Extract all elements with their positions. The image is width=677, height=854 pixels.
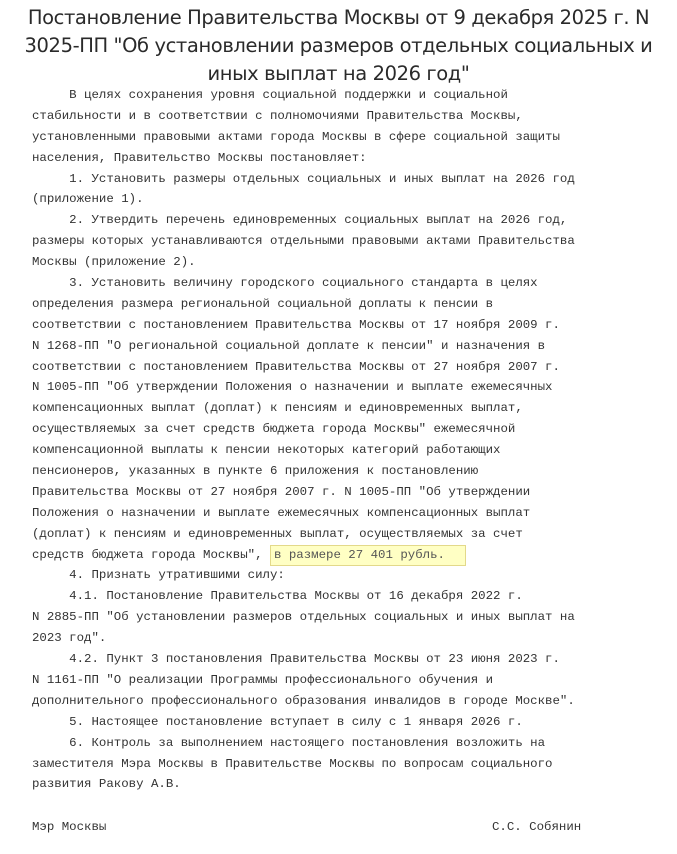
text-line: населения, Правительство Москвы постановляет:	[32, 150, 367, 165]
text-line: N 2885-ПП "Об установлении размеров отдельных социальных и иных выплат на	[32, 610, 575, 625]
signature-name: С.С. Собянин	[492, 820, 582, 834]
document-title	[0, 4, 677, 88]
text-line: пенсионеров, указанных в пункте 6 приложения к постановлению	[32, 464, 479, 479]
text-line: 2. Утвердить перечень единовременных социальных выплат на 2026 год,	[32, 213, 568, 228]
text-line: соответствии с постановлением Правительства Москвы от 27 ноября 2007 г.	[32, 359, 560, 374]
text-line: (приложение 1).	[32, 192, 144, 207]
text-line: Положения о назначении и выплате ежемесячных компенсационных выплат	[32, 505, 531, 520]
text-line: 4. Признать утратившими силу:	[32, 568, 285, 583]
text-line	[32, 545, 575, 566]
text-line: определения размера региональной социальной доплаты к пенсии в	[32, 296, 494, 311]
text-line: 6. Контроль за выполнением настоящего постановления возложить на	[32, 735, 546, 750]
title-line: иных выплат на 2026 год"	[207, 62, 470, 85]
highlighted-amount[interactable]: в размере 27 401 рубль.	[270, 545, 466, 566]
title-line: Постановление Правительства Москвы от 9 декабря 2025 г. N	[27, 6, 650, 29]
text-line: размеры которых устанавливаются отдельными правовыми актами Правительства	[32, 234, 575, 249]
text-line: 5. Настоящее постановление вступает в силу с 1 января 2026 г.	[32, 714, 523, 729]
text-line: (доплат) к пенсиям и единовременных выплат, осуществляемых за счет	[32, 526, 523, 541]
text-line-prefix: средств бюджета города Москвы",	[32, 547, 270, 562]
text-line: 4.1. Постановление Правительства Москвы от 16 декабря 2022 г.	[32, 589, 523, 604]
text-line: Москвы (приложение 2).	[32, 255, 196, 270]
text-line: компенсационных выплат (доплат) к пенсиям и единовременных выплат,	[32, 401, 523, 416]
text-line: N 1005-ПП "Об утверждении Положения о назначении и выплате ежемесячных	[32, 380, 553, 395]
text-line: В целях сохранения уровня социальной поддержки и социальной	[32, 88, 508, 102]
text-line: дополнительного профессионального образования инвалидов в городе Москве".	[32, 693, 575, 708]
text-line: соответствии с постановлением Правительства Москвы от 17 ноября 2009 г.	[32, 317, 560, 332]
text-line: 3. Установить величину городского социального стандарта в целях	[32, 276, 538, 291]
text-line: Правительства Москвы от 27 ноября 2007 г. N 1005-ПП "Об утверждении	[32, 484, 531, 499]
text-line: установленными правовыми актами города Москвы в сфере социальной защиты	[32, 129, 560, 144]
title-line: 3025-ПП "Об установлении размеров отдельных социальных и	[24, 34, 653, 57]
signature-position: Мэр Москвы	[32, 820, 107, 834]
text-line: развития Ракову А.В.	[32, 777, 181, 792]
text-line: компенсационной выплаты к пенсии некоторых категорий работающих	[32, 443, 501, 458]
text-line: N 1268-ПП "О региональной социальной доплате к пенсии" и назначения в	[32, 338, 546, 353]
text-line: 2023 год".	[32, 631, 107, 646]
text-line: стабильности и в соответствии с полномочиями Правительства Москвы,	[32, 108, 523, 123]
text-line: заместителя Мэра Москвы в Правительстве Москвы по вопросам социального	[32, 756, 553, 771]
text-line: N 1161-ПП "О реализации Программы профессионального обучения и	[32, 672, 494, 687]
text-line: 4.2. Пункт 3 постановления Правительства Москвы от 23 июня 2023 г.	[32, 652, 560, 667]
text-line: осуществляемых за счет средств бюджета города Москвы" ежемесячной	[32, 422, 516, 437]
document-body	[32, 85, 575, 795]
text-line: 1. Установить размеры отдельных социальных и иных выплат на 2026 год	[32, 171, 575, 186]
